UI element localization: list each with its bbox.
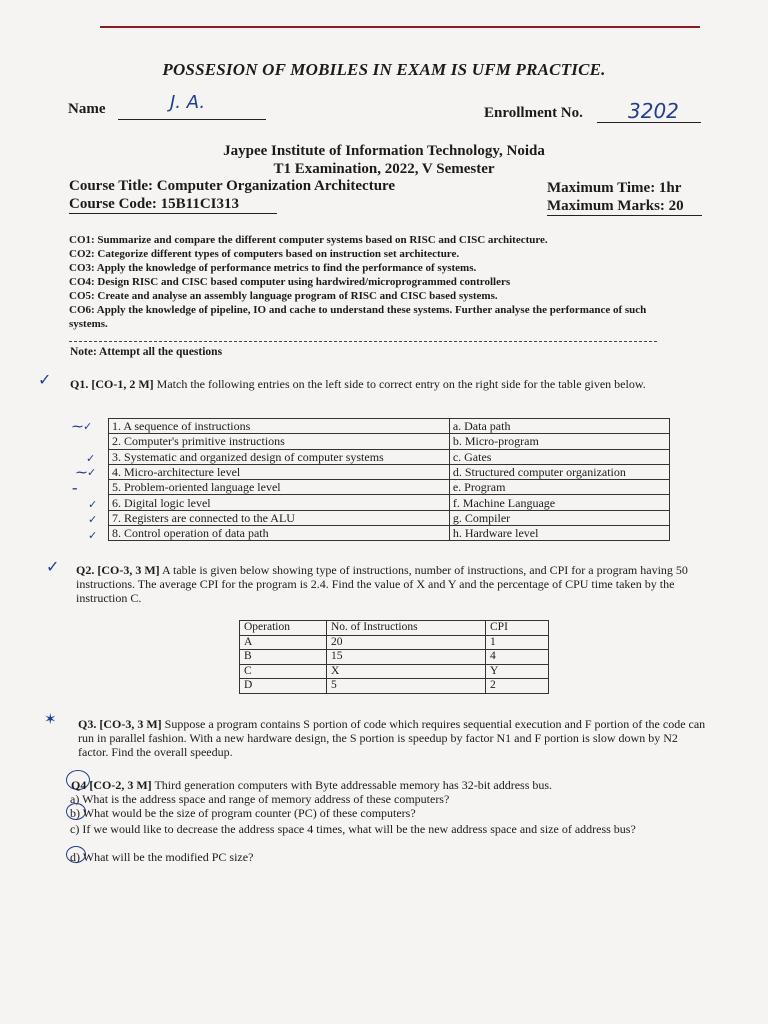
tick-mark-icon: ⁓✓ [76, 466, 97, 479]
match-right-cell: c. Gates [449, 449, 669, 464]
course-outcome-4: CO4: Design RISC and CISC based computer using hardwired/microprogrammed controllers [69, 276, 511, 288]
question-1-label: Q1. [CO-1, 2 M] [70, 377, 154, 391]
table-cell: B [240, 650, 327, 665]
tick-mark-icon: ✓ [88, 498, 98, 511]
table-row [109, 419, 670, 434]
course-title: Course Title: Computer Organization Architecture [69, 178, 396, 194]
enrollment-value: 3202 [628, 99, 679, 123]
course-outcome-6: CO6: Apply the knowledge of pipeline, IO and cache to understand these systems. Further analyse the performance of such systems. [69, 304, 647, 330]
table-row [240, 635, 549, 650]
column-header: Operation [240, 621, 327, 636]
table-row [240, 679, 549, 694]
course-code: Course Code: 15B11CI313 [69, 196, 240, 212]
match-left-cell: 6. Digital logic level [109, 495, 450, 510]
table-cell: C [240, 664, 327, 679]
check-mark-icon: ✓ [46, 557, 60, 576]
name-label: Name [68, 101, 106, 117]
question-2-label: Q2. [CO-3, 3 M] [76, 563, 160, 577]
column-header: No. of Instructions [327, 621, 486, 636]
table-row [240, 650, 549, 665]
match-right-cell: d. Structured computer organization [449, 464, 669, 479]
course-code-underline [69, 213, 277, 214]
question-2-text: A table is given below showing type of instructions, number of instructions, and CPI for a program having 50 instructions. The average CPI for the program is 2.4. Find the value of X and Y and the percentage of CPU time taken by the instruction C. [76, 563, 688, 605]
match-left-cell: 1. A sequence of instructions [109, 419, 450, 434]
course-outcome-1: CO1: Summarize and compare the different computer systems based on RISC and CISC architecture. [69, 234, 548, 246]
question-4-part-b: b) What would be the size of program counter (PC) of these computers? [70, 806, 416, 820]
table-row [109, 434, 670, 449]
max-marks: Maximum Marks: 20 [547, 198, 684, 214]
question-3-label: Q3. [CO-3, 3 M] [78, 717, 162, 731]
table-row [109, 510, 670, 525]
match-left-cell: 2. Computer's primitive instructions [109, 434, 450, 449]
check-mark-icon: ✓ [38, 370, 52, 389]
name-underline [118, 119, 266, 120]
course-outcome-5: CO5: Create and analyse an assembly language program of RISC and CISC based systems. [69, 290, 498, 302]
tick-mark-icon: – [72, 482, 78, 495]
table-cell: 15 [327, 650, 486, 665]
table-row [109, 526, 670, 541]
question-4-label: Q4 [71, 778, 87, 792]
table-row [109, 495, 670, 510]
tick-mark-icon: ⁓✓ [72, 420, 93, 433]
top-border-line [100, 26, 700, 28]
table-cell: D [240, 679, 327, 694]
column-header: CPI [486, 621, 549, 636]
question-4-part-d: d) What will be the modified PC size? [70, 850, 254, 864]
table-cell: 5 [327, 679, 486, 694]
table-cell: 4 [486, 650, 549, 665]
tick-mark-icon: ✓ [88, 529, 98, 542]
table-cell: 1 [486, 635, 549, 650]
name-value: J. A. [170, 92, 206, 113]
cpi-table [239, 620, 549, 694]
enrollment-label: Enrollment No. [484, 105, 583, 121]
table-row [109, 480, 670, 495]
max-time: Maximum Time: 1hr [547, 180, 682, 196]
match-left-cell: 3. Systematic and organized design of computer systems [109, 449, 450, 464]
match-left-cell: 7. Registers are connected to the ALU [109, 510, 450, 525]
match-right-cell: g. Compiler [449, 510, 669, 525]
match-left-cell: 5. Problem-oriented language level [109, 480, 450, 495]
matching-table [108, 418, 670, 541]
course-outcome-2: CO2: Categorize different types of computers based on instruction set architecture. [69, 248, 460, 260]
course-outcome-3: CO3: Apply the knowledge of performance metrics to find the performance of systems. [69, 262, 477, 274]
question-4-part-c: c) If we would like to decrease the address space 4 times, what will be the new address space and size of address bus? [70, 822, 636, 836]
table-cell: 2 [486, 679, 549, 694]
question-3-text: Suppose a program contains S portion of code which requires sequential execution and F portion of the code can run in parallel fashion. With a new hardware design, the S portion is speedup by factor N1 and F portion is slow down by N2 factor. Find the overall speedup. [78, 717, 706, 759]
question-4-text: Third generation computers with Byte addressable memory has 32-bit address bus. [154, 778, 553, 792]
match-right-cell: h. Hardware level [449, 526, 669, 541]
warning-title: POSSESION OF MOBILES IN EXAM IS UFM PRACTICE. [162, 60, 606, 79]
table-cell: X [327, 664, 486, 679]
match-right-cell: b. Micro-program [449, 434, 669, 449]
table-row [109, 464, 670, 479]
separator-dashed-line [69, 341, 657, 342]
table-header-row [240, 621, 549, 636]
star-mark-icon: ✶ [44, 710, 57, 728]
table-cell: Y [486, 664, 549, 679]
table-cell: A [240, 635, 327, 650]
question-4-part-a: a) What is the address space and range of memory address of these computers? [70, 792, 450, 806]
max-marks-underline [547, 215, 702, 216]
table-cell: 20 [327, 635, 486, 650]
question-3 [78, 717, 710, 759]
exam-name: T1 Examination, 2022, V Semester [273, 161, 495, 177]
match-right-cell: f. Machine Language [449, 495, 669, 510]
tick-mark-icon: ✓ [88, 513, 98, 526]
match-left-cell: 4. Micro-architecture level [109, 464, 450, 479]
question-1-text: Match the following entries on the left side to correct entry on the right side for the table given below. [156, 377, 646, 391]
tick-mark-icon: ✓ [86, 452, 96, 465]
match-left-cell: 8. Control operation of data path [109, 526, 450, 541]
table-row [240, 664, 549, 679]
question-1 [70, 377, 706, 391]
question-2 [76, 563, 708, 605]
match-right-cell: a. Data path [449, 419, 669, 434]
match-right-cell: e. Program [449, 480, 669, 495]
question-4 [71, 778, 703, 792]
institute-name: Jaypee Institute of Information Technology, Noida [223, 143, 545, 159]
question-4-co: [CO-2, 3 M] [89, 778, 152, 792]
table-row [109, 449, 670, 464]
instructions-note: Note: Attempt all the questions [70, 346, 223, 358]
